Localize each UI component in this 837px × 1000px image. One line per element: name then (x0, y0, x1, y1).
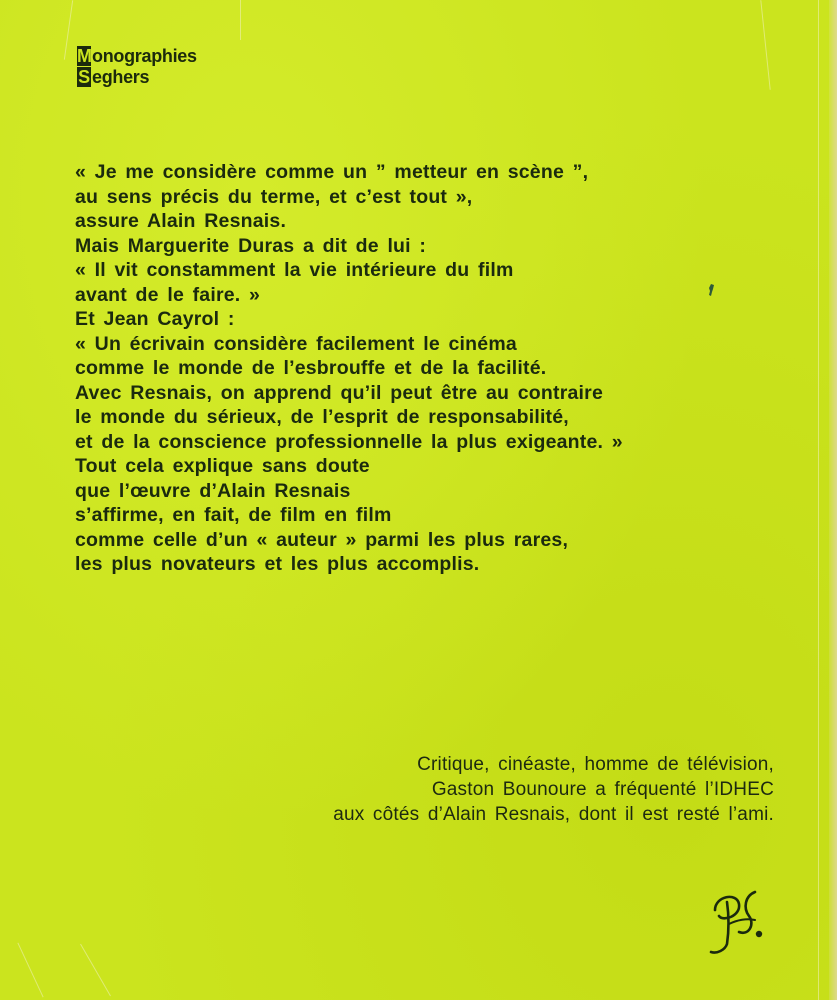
author-bio (333, 752, 774, 827)
publisher-logo (77, 46, 197, 88)
quote-line: assure Alain Resnais. (75, 210, 287, 232)
crease-mark (64, 0, 73, 60)
quote-line: Mais Marguerite Duras a dit de lui : (75, 234, 427, 257)
logo-initial-m: M (77, 46, 92, 66)
crease-mark (818, 0, 819, 1000)
quote-line: « Un écrivain considère facilement le cinéma (75, 332, 517, 355)
ps-monogram-icon (705, 888, 775, 958)
quote-line: Et Jean Cayrol : (75, 308, 235, 330)
logo-line-seghers (77, 67, 197, 88)
crease-mark (760, 0, 770, 90)
quote-line: et de la conscience professionnelle la plus exigeante. » (75, 430, 623, 453)
quote-line: le monde du sérieux, de l’esprit de responsabilité, (75, 406, 569, 428)
bio-line: Gaston Bounoure a fréquenté l’IDHEC (431, 779, 774, 800)
quote-line: que l’œuvre d’Alain Resnais (75, 479, 351, 502)
worn-edge (829, 0, 837, 1000)
crease-mark (17, 943, 43, 998)
bio-line: aux côtés d’Alain Resnais, dont il est resté l’ami. (333, 804, 774, 825)
quote-line: au sens précis du terme, et c’est tout », (75, 185, 473, 208)
quote-line: comme celle d’un « auteur » parmi les plus rares, (75, 528, 569, 551)
quote-line: s’affirme, en fait, de film en film (75, 504, 392, 526)
quote-line: « Je me considère comme un ” metteur en scène ”, (75, 161, 589, 183)
quote-line: Avec Resnais, on apprend qu’il peut être au contraire (75, 381, 604, 404)
quote-line: comme le monde de l’esbrouffe et de la facilité. (75, 357, 547, 379)
quote-line: Tout cela explique sans doute (75, 455, 370, 477)
logo-text-seghers: eghers (92, 67, 150, 87)
logo-initial-s: S (78, 67, 90, 87)
quote-line: les plus novateurs et les plus accomplis. (75, 553, 480, 575)
crease-mark (80, 944, 111, 996)
crease-mark (240, 0, 241, 40)
quote-line: avant de le faire. » (75, 283, 261, 306)
logo-text-monographies: onographies (92, 46, 197, 66)
blurb-quote (75, 160, 623, 577)
logo-line-monographies (77, 46, 197, 67)
bio-line: Critique, cinéaste, homme de télévision, (417, 754, 774, 775)
quote-line: « Il vit constamment la vie intérieure du film (75, 259, 514, 281)
ink-speck-icon (706, 283, 718, 299)
